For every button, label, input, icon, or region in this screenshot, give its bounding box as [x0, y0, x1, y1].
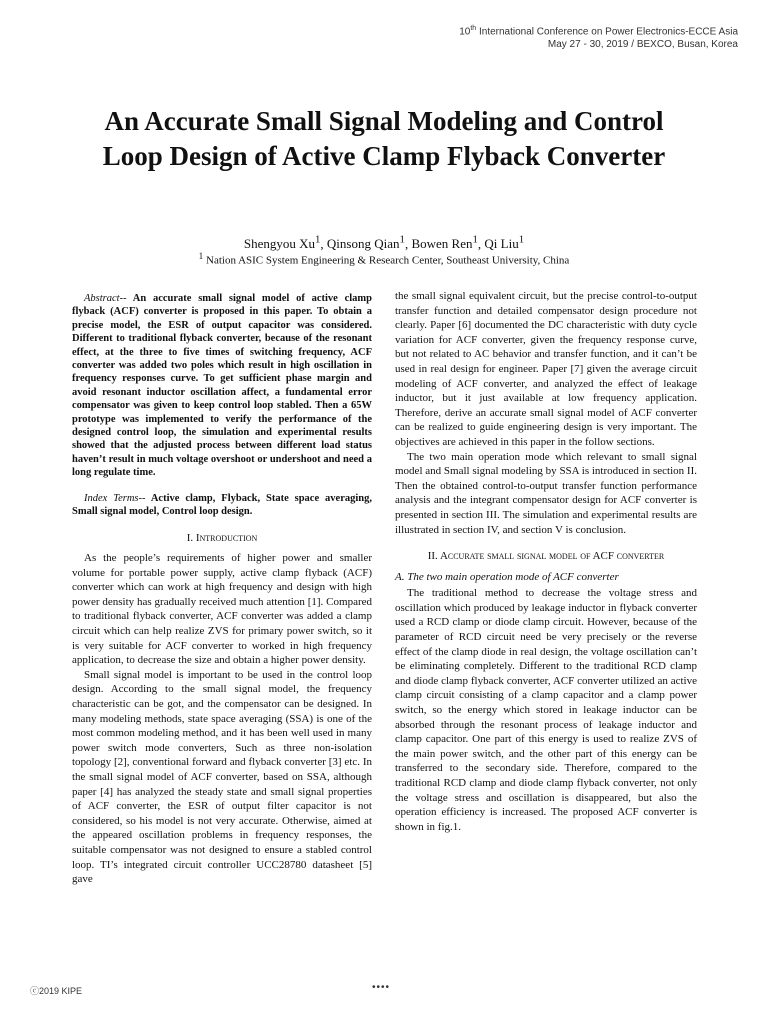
section-heading-introduction: I. Introduction	[186, 531, 258, 544]
abstract: Abstract-- An accurate small signal model of active clamp flyback (ACF) converter is proposed in this paper. To obtain a precise model, the ESR of output capacitor was considered. Different to traditional flyback converter, because of the resonant effect, at the three to five times of switching frequency, ACF converter was added two poles which result in high oscillation in frequency responses curve. To get sufficient phase margin and avoid resonant inductor oscillation affect, a fundamental error compensator was given to keep control loop stabled. Then a 65W prototype was implemented to verify the performance of the designed control loop, the simulation and experimental results showed that the adjusted process between different load status haven’t result in much voltage overshoot or undershoot and need a long regulate time.	[72, 293, 372, 479]
right-column	[395, 289, 697, 834]
index-terms-label: Index Terms--	[84, 492, 146, 504]
paper-title: An Accurate Small Signal Modeling and Control Loop Design of Active Clamp Flyback Converter	[102, 106, 666, 171]
paragraph: As the people’s requirements of higher power and smaller volume for portable power supply, active clamp flyback (ACF) converter which can work at high frequency and design with high power density has gradually received much attention [1]. Compared to traditional flyback converter, ACF converter was added a clamp circuit which can help realize ZVS for primary power switch, so it is very suitable for ACF converter to worked in high frequency application, to decrease the size and obtain a higher power density.	[72, 552, 372, 667]
subsection-heading: A. The two main operation mode of ACF converter	[395, 570, 619, 583]
section-heading-model: II. Accurate small signal model of ACF converter	[427, 550, 665, 563]
author: Shengyou Xu$^1$	[243, 234, 321, 252]
paragraph: Small signal model is important to be used in the control loop design. According to the small signal model, the frequency characteristic can be got, and the compensator can be designed. In many modeling methods, state space averaging (SSA) is one of the most common modeling method, and it has been well used in many power switch mode converters, Such as three non-isolation topology [2], conventional forward and flyback converter [3] etc. In the small signal model of ACF converter, based on SSA, although paper [4] has analyzed the steady state and small signal properties of ACF converter, the ESR of output filter capacitor is not considered, so his model is not very accurate. Otherwise, aimed at the appeared oscillation problems in frequency responses, the suitable compensator was not designed to ensure a stabled control loop. TI’s integrated circuit controller UCC28780 datasheet [5] gave	[72, 668, 372, 886]
copyright: ⓒ2019 KIPE	[30, 986, 83, 996]
conference-header	[338, 22, 738, 51]
paragraph: the small signal equivalent circuit, but the precise control-to-output transfer function and detailed compensator design procedure not clearly. Paper [6] documented the DC characteristic with duty cycle variation for ACF converter, given the frequency response curve, but not related to AC behavior and transfer function, and it can’t be used in real design for engineer. Paper [7] given the average circuit modeling of ACF converter, and analyzed the effect of leakage inductor, but it just available at low frequency application. Therefore, derive an accurate small signal model of ACF converter can be realized to guide engineering design is very important. The objectives are achieved in this paper in the follow sections.	[395, 290, 697, 448]
left-column	[72, 292, 372, 887]
author: Qinsong Qian$^1$	[326, 234, 405, 252]
index-terms: Index Terms-- Active clamp, Flyback, State space averaging, Small signal model, Control loop design.	[72, 492, 372, 518]
page-marker: ••••	[372, 982, 391, 993]
abstract-label: Abstract--	[84, 293, 127, 304]
author: Bowen Ren$^1$	[411, 234, 478, 252]
paragraph: The two main operation mode which relevant to small signal model and Small signal modeling by SSA is introduced in section II. Then the obtained control-to-output transfer function performance analysis and the integrant compensator design for ACF converter is presented in section III. The simulation and experimental results are illustrated in section IV, and section V is conclusion.	[395, 450, 697, 536]
author: Qi Liu$^1$	[484, 234, 525, 252]
conference-dates-venue: May 27 - 30, 2019 / BEXCO, Busan, Korea	[547, 39, 738, 51]
conference-name: 10th International Conference on Power Electronics-ECCE Asia	[459, 25, 738, 38]
affiliation: $^1$ Nation ASIC System Engineering & Research Center, Southeast University, China	[198, 251, 570, 267]
author-list: Shengyou Xu$^1$, Qinsong Qian$^1$, Bowen Ren$^1$, Qi Liu$^1$	[243, 234, 525, 252]
paragraph: The traditional method to decrease the voltage stress and oscillation which produced by leakage inductor in flyback converter used a RCD clamp or diode clamp circuit. However, because of the parameter of RCD circuit need be very precisely or the reverse effect of the clamp diode in real design, the voltage oscillation can’t be eliminating completely. Different to the traditional RCD clamp and diode clamp flyback converter, ACF converter utilized an active clamp circuit consisting of a clamp capacitor and a clamp power switch, so the energy which stored in leakage inductor can be absorbed through the resonant process of leakage inductor and clamp capacitor. One part of this energy is used to realize ZVS of the main power switch, and the other part of this energy can be transferred to the secondary side. Therefore, compared to the traditional RCD clamp and diode clamp flyback converter, not only the voltage stress and oscillation is disappeared, but also the operation efficiency is increased. The proposed ACF converter is shown in fig.1.	[395, 587, 697, 833]
